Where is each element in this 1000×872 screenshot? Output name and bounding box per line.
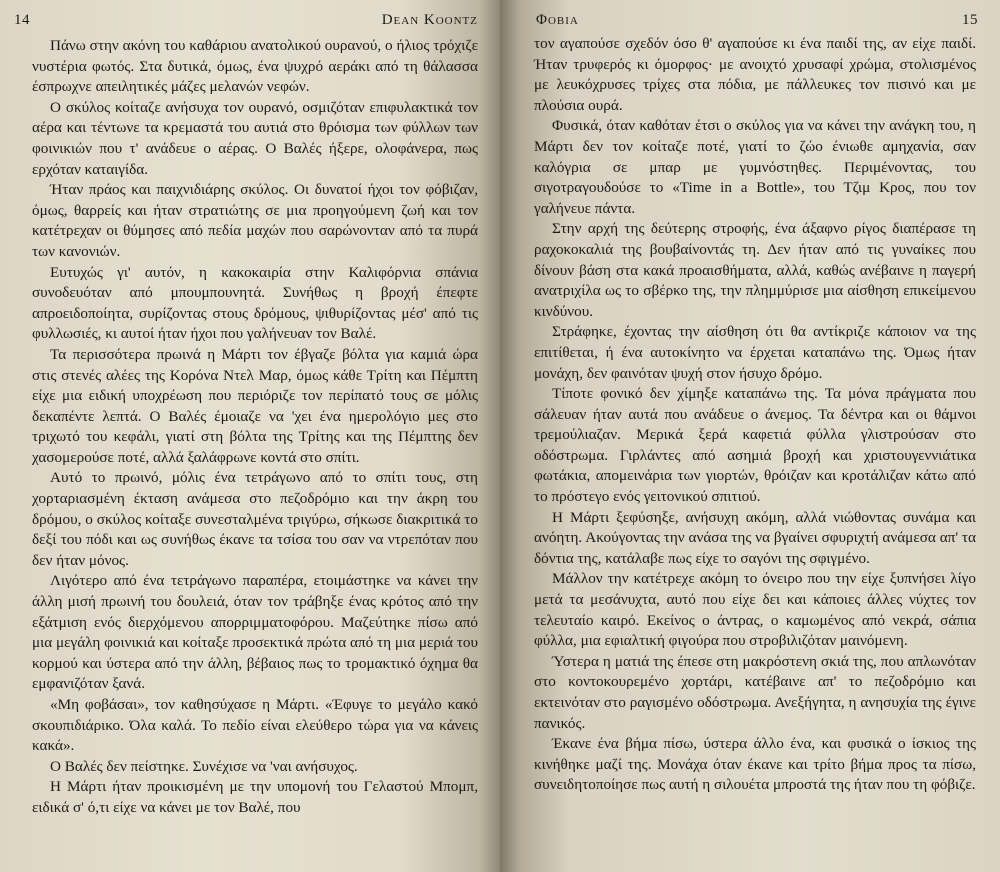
paragraph: Φυσικά, όταν καθόταν έτσι ο σκύλος για να κάνει την ανάγκη του, η Μάρτι δεν τον κοίταζε ποτέ, γιατί το ζώο ένιωθε αμηχανία, σαν καλόγρια σε μπαρ με γυμνόστηθες. Περιμένοντας, του σιγοτραγουδούσε το «Time in a Bottle», του Τζιμ Κρος, που τον γαλήνευε πάντα. bbox=[534, 117, 976, 217]
page-number: 15 bbox=[962, 12, 978, 28]
running-head-author: Dean Koontz bbox=[381, 12, 478, 28]
paragraph: Η Μάρτι ξεφύσηξε, ανήσυχη ακόμη, αλλά νιώθοντας συνάμα και ανόητη. Ακούγοντας την ανάσα της να βγαίνει σφυριχτή ανάμεσα απ' τα δόντια της, κατάλαβε πως είχε το σαγόνι της σφιγμένο. bbox=[534, 508, 976, 567]
page-number: 14 bbox=[14, 12, 30, 28]
paragraph: Η Μάρτι ήταν προικισμένη με την υπομονή του Γελαστού Μπομπ, ειδικά σ' ό,τι είχε να κάνει με τον Βαλέ, που bbox=[32, 778, 478, 816]
paragraph: Στην αρχή της δεύτερης στροφής, ένα άξαφνο ρίγος διαπέρασε τη ραχοκοκαλιά της βουβαίνοντάς τη. Δεν ήταν από τις γυναίκες που δίνουν βάση στα κακά προαισθήματα, αλλά, καθώς ανέβαινε η παγερή ανατριχίλα ως το σβέρκο της, την πλημμύρισε μια αίσθηση επικείμενου κινδύνου. bbox=[534, 220, 976, 320]
paragraph: Στράφηκε, έχοντας την αίσθηση ότι θα αντίκριζε κάποιον να της επιτίθεται, ή ένα αυτοκίνητο να έρχεται καταπάνω της. Όμως ήταν μονάχη, δεν φαινόταν ψυχή στον ήσυχο δρόμο. bbox=[534, 323, 976, 382]
left-page-text bbox=[14, 36, 484, 819]
right-page bbox=[500, 0, 1000, 872]
right-page-text bbox=[530, 34, 982, 796]
paragraph: Αυτό το πρωινό, μόλις ένα τετράγωνο από το σπίτι τους, στη χορταριασμένη έκταση ανάμεσα στο πεζοδρόμιο και την άκρη του δρόμου, ο σκύλος κοίταξε συνεσταλμένα τριγύρω, σήκωσε διακριτικά το δεξί του πόδι και ως συνήθως έκανε τα τσίσα του σαν να ντρεπόταν που δεν ήταν μόνος. bbox=[32, 469, 478, 569]
paragraph-continued: τον αγαπούσε σχεδόν όσο θ' αγαπούσε κι ένα παιδί της, αν είχε παιδί. Ήταν τρυφερός κι όμορφος· με ανοιχτό χρυσαφί χρώμα, στολισμένος με λευκόχρυσες τρίχες στα πόδια, με πάλλευκες τον πισινό και με πλούσια ουρά. bbox=[534, 35, 976, 114]
right-page-header bbox=[530, 12, 982, 36]
paragraph: Ύστερα η ματιά της έπεσε στη μακρόστενη σκιά της, που απλωνόταν στο κοντοκουρεμένο χορτάρι, κατέβαινε απ' το πεζοδρόμιο και εκτεινόταν στο ραγισμένο οδόστρωμα. Ανεξήγητα, η ανησυχία της έγινε πανικός. bbox=[534, 652, 976, 732]
paragraph: Τίποτε φονικό δεν χίμηξε καταπάνω της. Τα μόνα πράγματα που σάλευαν ήταν αυτά που ανάδευε ο άνεμος. Τα δέντρα και οι θάμνοι τρεμούλιαζαν. Μερικά ξερά καφετιά φύλλα γλιστρούσαν στο οδόστρωμα. Γιρλάντες από ασημιά βροχή και χριστουγεννιάτικα φωτάκια, απομεινάρια των γιορτών, θρόιζαν και κροτάλιζαν κάτω από το πρόστεγο ενός γειτονικού σπιτιού. bbox=[534, 385, 976, 506]
paragraph: Μάλλον την κατέτρεχε ακόμη το όνειρο που την είχε ξυπνήσει λίγο μετά τα μεσάνυχτα, αυτό που είχε δει και κάποιες άλλες νύχτες τον τελευταίο καιρό. Εκείνος ο άντρας, ο καμωμένος από νεκρά, σάπια φύλλα, μια εφιαλτική φιγούρα που στροβιλιζόταν μαινόμενη. bbox=[534, 570, 976, 650]
paragraph: Ήταν πράος και παιχνιδιάρης σκύλος. Οι δυνατοί ήχοι τον φόβιζαν, όμως, θαρρείς και ήταν στρατιώτης σε μια προηγούμενη ζωή και τον κατέτρεχαν οι θύμησες από πεδία μαχών που σαρώνονταν από τα πυρά των κανονιών. bbox=[32, 181, 478, 260]
paragraph: Ο Βαλές δεν πείστηκε. Συνέχισε να 'ναι ανήσυχος. bbox=[50, 757, 358, 775]
paragraph: Ευτυχώς γι' αυτόν, η κακοκαιρία στην Καλιφόρνια σπάνια συνοδευόταν από μπουμπουνητά. Συνήθως η βροχή έπεφτε απροειδοποίητα, συρίζοντας στους δρόμους, ψιθυρίζοντας μέσ' από τις φυλλωσιές, κι αυτοί ήταν ήχοι που γαλήνευαν τον Βαλέ. bbox=[32, 263, 478, 343]
paragraph: Ο σκύλος κοίταζε ανήσυχα τον ουρανό, οσμιζόταν επιφυλακτικά τον αέρα και τέντωνε τα κρεμαστά του αυτιά στο θρόισμα των φύλλων των φοινικιών που τ' ανάδευε ο αέρας. Ο Βαλές ήξερε, ολοφάνερα, πως ερχόταν καταιγίδα. bbox=[32, 98, 478, 178]
left-page-header bbox=[14, 12, 484, 36]
paragraph: «Μη φοβάσαι», τον καθησύχασε η Μάρτι. «Έφυγε το μεγάλο κακό σκουπιδιάρικο. Όλα καλά. Το πεδίο είναι ελεύθερο τώρα για να κάνεις κακά». bbox=[32, 696, 478, 755]
paragraph: Έκανε ένα βήμα πίσω, ύστερα άλλο ένα, και φυσικά ο ίσκιος της κινήθηκε μαζί της. Μονάχα όταν έκανε και τρίτο βήμα προς τα πίσω, συνειδητοποίησε πως αυτή η σιλουέτα μπροστά της ήταν που τη φόβιζε. bbox=[534, 735, 976, 794]
paragraph: Τα περισσότερα πρωινά η Μάρτι τον έβγαζε βόλτα για καμιά ώρα στις στενές αλέες της Κορόνα Ντελ Μαρ, όμως κάθε Τρίτη και Πέμπτη είχε μια ειδική υποχρέωση που περιόριζε τον περίπατό τους σε μόλις δεκαπέντε λεπτά. Ο Βαλές έμοιαζε να 'χει ένα ημερολόγιο μες στο τριχωτό του κεφάλι, γιατί στη βόλτα της Τρίτης και της Πέμπτης δεν χασομερούσε ποτέ, αλλά ξαλάφρωνε κοντά στο σπίτι. bbox=[32, 345, 478, 466]
paragraph: Λιγότερο από ένα τετράγωνο παραπέρα, ετοιμάστηκε να κάνει την άλλη μισή πρωινή του δουλειά, όταν τον τράβηξε ένας κρότος από την εξάτμιση ενός διερχόμενου απορριμματοφόρου. Μαζεύτηκε πίσω από μια μεγάλη φοινικιά και κοίταξε προσεκτικά πρώτα από τη μια μεριά του κορμού και ύστερα από την άλλη, βέβαιος πως το τρομακτικό όχημα θα εμφανιζόταν ξανά. bbox=[32, 572, 479, 693]
paragraph: Πάνω στην ακόνη του καθάριου ανατολικού ουρανού, ο ήλιος τρόχιζε νυστέρια φωτός. Στα δυτικά, όμως, ένα ψυχρό αεράκι από τη θάλασσα έσπρωχνε απειλητικές μάζες μελανών νεφών. bbox=[32, 37, 478, 96]
running-head-title: Φοβια bbox=[536, 12, 579, 28]
